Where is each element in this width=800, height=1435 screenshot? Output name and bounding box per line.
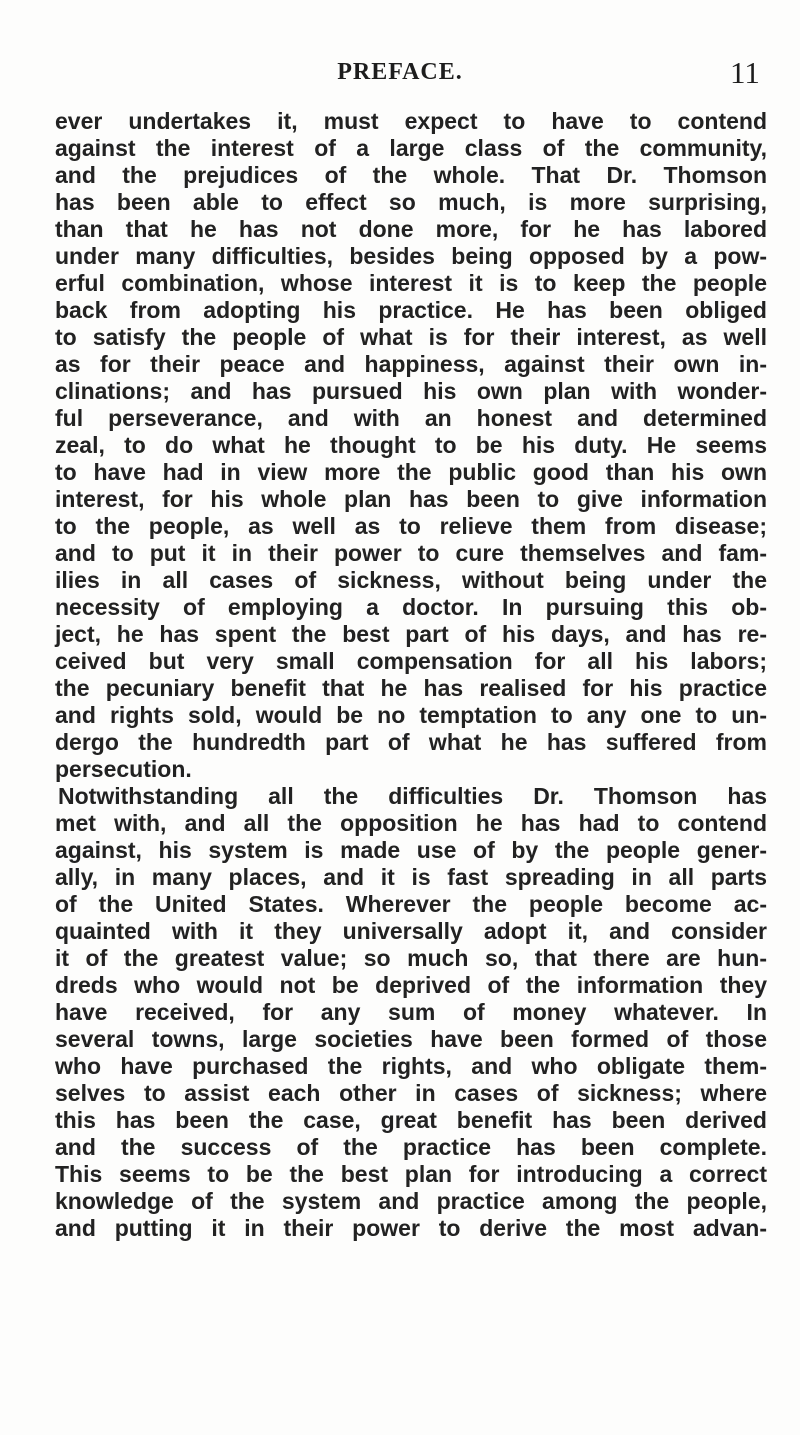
text-line: against the interest of a large class of the community, xyxy=(55,135,767,161)
running-head xyxy=(0,55,800,95)
text-line: has been able to effect so much, is more surprising, xyxy=(55,189,767,215)
text-line: than that he has not done more, for he has labored xyxy=(55,216,767,242)
text-line: zeal, to do what he thought to be his duty. He seems xyxy=(55,432,767,458)
text-line: who have purchased the rights, and who obligate them- xyxy=(55,1053,767,1079)
text-line: to satisfy the people of what is for their interest, as well xyxy=(55,324,767,350)
text-line: This seems to be the best plan for introducing a correct xyxy=(55,1161,767,1187)
text-line: selves to assist each other in cases of sickness; where xyxy=(55,1080,767,1106)
text-line: met with, and all the opposition he has had to contend xyxy=(55,810,767,836)
text-line: ful perseverance, and with an honest and determined xyxy=(55,405,767,431)
text-line: and putting it in their power to derive the most advan- xyxy=(55,1215,767,1241)
paragraph-start-line: Notwithstanding all the difficulties Dr. Thomson has xyxy=(58,783,767,809)
text-line: and to put it in their power to cure themselves and fam- xyxy=(55,540,767,566)
text-line: and rights sold, would be no temptation to any one to un- xyxy=(55,702,767,728)
text-line: several towns, large societies have been formed of those xyxy=(55,1026,767,1052)
text-line: ject, he has spent the best part of his days, and has re- xyxy=(55,621,767,647)
text-line: clinations; and has pursued his own plan with wonder- xyxy=(55,378,767,404)
text-line: the pecuniary benefit that he has realised for his practice xyxy=(55,675,767,701)
text-line: this has been the case, great benefit has been derived xyxy=(55,1107,767,1133)
text-line: necessity of employing a doctor. In pursuing this ob- xyxy=(55,594,767,620)
text-line: ilies in all cases of sickness, without being under the xyxy=(55,567,767,593)
running-title: PREFACE. xyxy=(337,59,463,85)
text-line: as for their peace and happiness, against their own in- xyxy=(55,351,767,377)
text-line: to the people, as well as to relieve them from disease; xyxy=(55,513,767,539)
page-number: 11 xyxy=(730,55,760,90)
text-line: ceived but very small compensation for all his labors; xyxy=(55,648,767,674)
body-text xyxy=(55,108,767,1242)
text-line: and the prejudices of the whole. That Dr. Thomson xyxy=(55,162,767,188)
text-line: dergo the hundredth part of what he has suffered from xyxy=(55,729,767,755)
text-line: of the United States. Wherever the people become ac- xyxy=(55,891,767,917)
text-line: knowledge of the system and practice among the people, xyxy=(55,1188,767,1214)
text-line: under many difficulties, besides being opposed by a pow- xyxy=(55,243,767,269)
text-line: interest, for his whole plan has been to give information xyxy=(55,486,767,512)
text-line: have received, for any sum of money whatever. In xyxy=(55,999,767,1025)
text-line: ever undertakes it, must expect to have to contend xyxy=(55,108,767,134)
text-line: dreds who would not be deprived of the information they xyxy=(55,972,767,998)
text-line: against, his system is made use of by the people gener- xyxy=(55,837,767,863)
text-line: ally, in many places, and it is fast spreading in all parts xyxy=(55,864,767,890)
text-line: quainted with it they universally adopt it, and consider xyxy=(55,918,767,944)
paragraph-end-line: persecution. xyxy=(55,756,192,782)
text-line: and the success of the practice has been complete. xyxy=(55,1134,767,1160)
text-line: erful combination, whose interest it is to keep the people xyxy=(55,270,767,296)
text-line: it of the greatest value; so much so, that there are hun- xyxy=(55,945,767,971)
text-line: back from adopting his practice. He has been obliged xyxy=(55,297,767,323)
text-line: to have had in view more the public good than his own xyxy=(55,459,767,485)
